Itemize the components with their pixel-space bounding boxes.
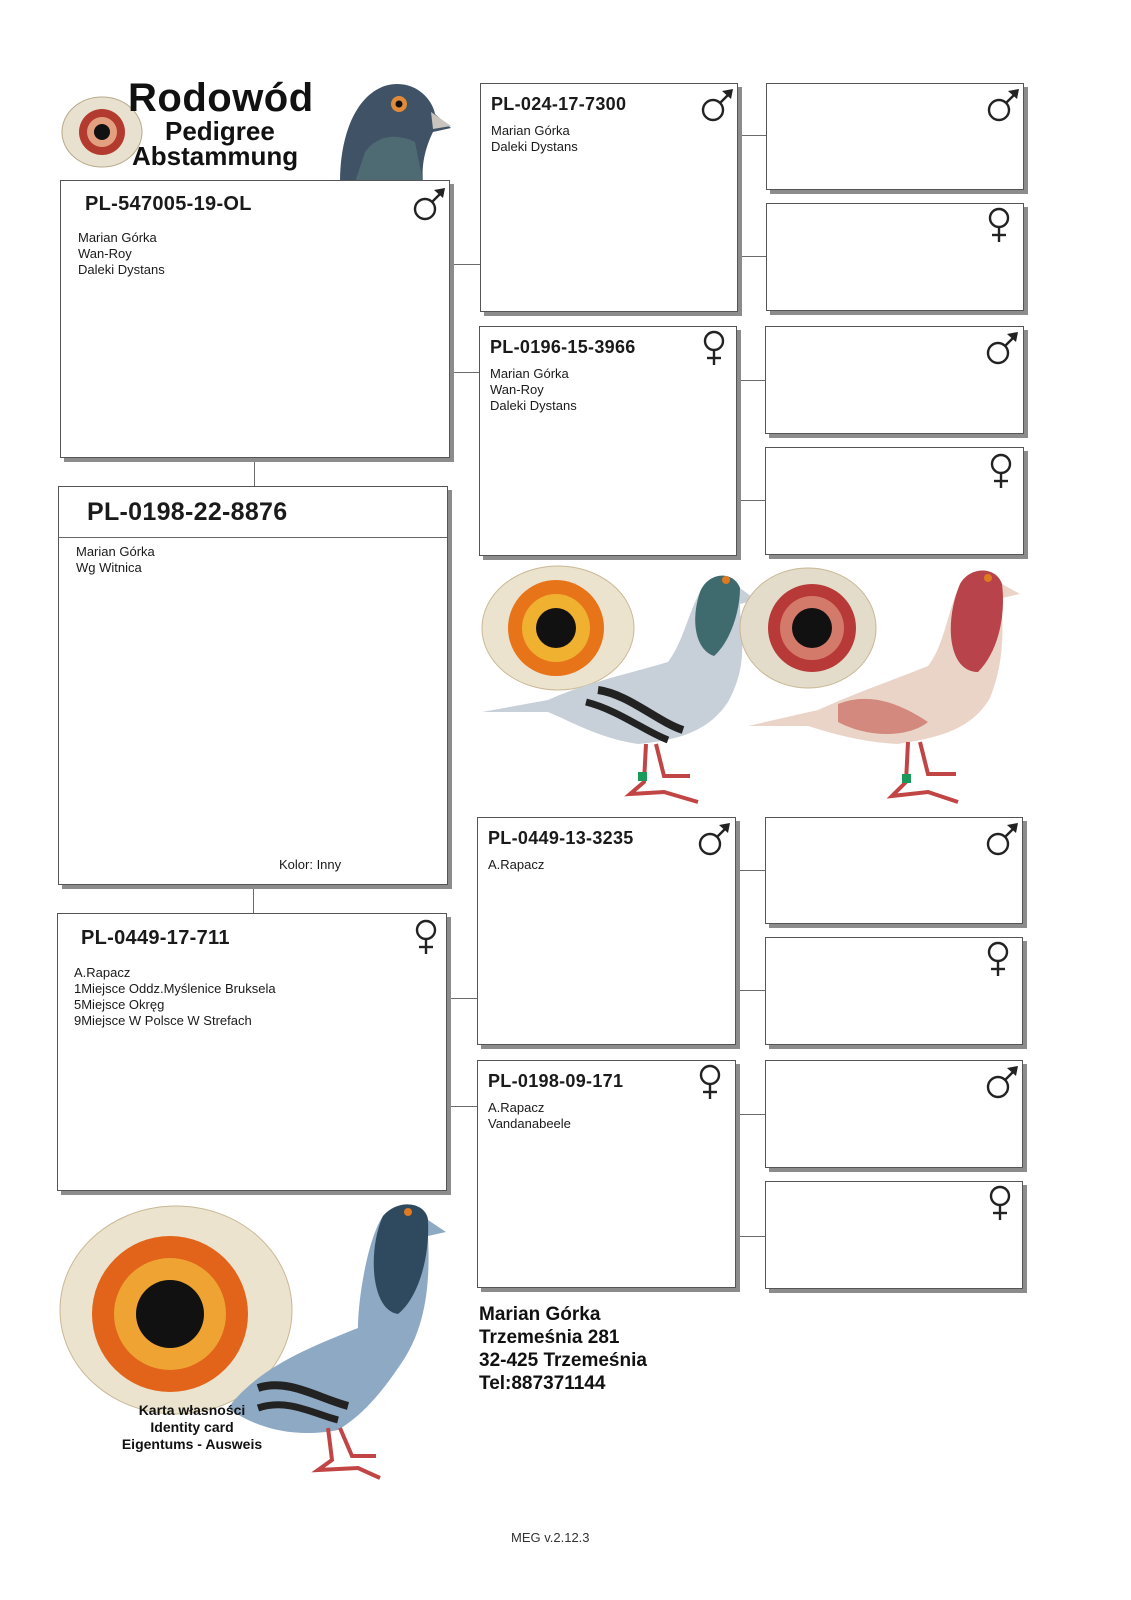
great-grandparent-card xyxy=(765,1181,1023,1289)
owner-name: Marian Górka xyxy=(479,1304,601,1325)
connector-father-main xyxy=(254,460,255,486)
great-grandparent-card xyxy=(766,203,1024,311)
version-footer: MEG v.2.12.3 xyxy=(511,1530,590,1545)
grandparent-info xyxy=(488,857,544,873)
female-icon xyxy=(980,1182,1020,1222)
female-icon xyxy=(406,916,446,956)
connector-fm-ggp3 xyxy=(738,380,765,381)
owner-address xyxy=(479,1303,647,1395)
grandparent-card-ff xyxy=(480,83,738,312)
pigeons-illustration xyxy=(478,562,1026,814)
grandparent-info-line: Marian Górka xyxy=(491,123,570,138)
identity-card-pl: Karta własności xyxy=(138,1402,246,1418)
main-bird-color: Kolor: Inny xyxy=(279,857,342,872)
connector-ff-ggp2 xyxy=(738,256,766,257)
owner-city: 32-425 Trzemeśnia xyxy=(479,1350,647,1371)
connector-mm-ggp7 xyxy=(737,1114,765,1115)
mother-card xyxy=(57,913,447,1191)
grandparent-info xyxy=(490,366,577,414)
great-grandparent-card xyxy=(765,1060,1023,1168)
connector-mm-ggp8 xyxy=(737,1236,765,1237)
connector-mf-ggp6 xyxy=(737,990,765,991)
male-icon xyxy=(697,86,737,126)
male-icon xyxy=(982,820,1022,860)
title-pedigree: Pedigree xyxy=(165,116,275,146)
male-icon xyxy=(982,1063,1022,1103)
mother-info-line: A.Rapacz xyxy=(74,965,131,980)
main-ring-divider xyxy=(59,537,447,538)
grandparent-info-line: Daleki Dystans xyxy=(490,398,577,413)
great-grandparent-card xyxy=(765,447,1024,555)
great-grandparent-card xyxy=(766,83,1024,190)
grandparent-ring-number: PL-0198-09-171 xyxy=(488,1071,624,1091)
grandparent-info-line: Vandanabeele xyxy=(488,1116,571,1131)
title-abstammung: Abstammung xyxy=(132,141,299,171)
father-info-line: Daleki Dystans xyxy=(78,262,165,277)
grandparent-info xyxy=(488,1100,571,1132)
mother-info xyxy=(74,965,276,1029)
father-info-line: Wan-Roy xyxy=(78,246,132,261)
grandparent-info-line: A.Rapacz xyxy=(488,857,545,872)
main-bird-card xyxy=(58,486,448,885)
owner-phone: Tel:887371144 xyxy=(479,1373,606,1394)
title-rodowod: Rodowód xyxy=(128,76,314,120)
connector-mother-mm xyxy=(450,1106,477,1107)
female-icon xyxy=(979,204,1019,244)
grandparent-info xyxy=(491,123,578,155)
mother-ring-number: PL-0449-17-711 xyxy=(81,927,230,949)
connector-father-fm xyxy=(452,372,480,373)
mother-info-line: 5Miejsce Okręg xyxy=(74,997,165,1012)
main-bird-info xyxy=(76,544,155,576)
grandparent-info-line: Daleki Dystans xyxy=(491,139,578,154)
connector-fm-ggp4 xyxy=(738,500,765,501)
connector-mother-mf xyxy=(450,998,477,999)
pigeon-eye-illustration xyxy=(58,1198,448,1498)
connector-main-mother xyxy=(253,885,254,913)
mother-info-line: 9Miejsce W Polsce W Strefach xyxy=(74,1013,252,1028)
great-grandparent-card xyxy=(765,817,1023,924)
identity-card-de: Eigentums - Ausweis xyxy=(121,1436,263,1452)
connector-mf-ggp5 xyxy=(737,870,765,871)
father-info-line: Marian Górka xyxy=(78,230,157,245)
grandparent-ring-number: PL-0449-13-3235 xyxy=(488,828,634,848)
father-info xyxy=(78,230,165,278)
female-icon xyxy=(690,1061,730,1101)
grandparent-card-fm xyxy=(479,326,737,556)
main-bird-info-line: Wg Witnica xyxy=(76,560,142,575)
father-ring-number: PL-547005-19-OL xyxy=(85,193,252,215)
great-grandparent-card xyxy=(765,326,1024,434)
female-icon xyxy=(978,938,1018,978)
male-icon xyxy=(694,820,734,860)
male-icon xyxy=(409,185,449,225)
grandparent-info-line: A.Rapacz xyxy=(488,1100,545,1115)
grandparent-ring-number: PL-0196-15-3966 xyxy=(490,337,636,357)
female-icon xyxy=(694,327,734,367)
identity-card-en: Identity card xyxy=(150,1419,234,1435)
grandparent-ring-number: PL-024-17-7300 xyxy=(491,94,627,114)
connector-ff-ggp1 xyxy=(738,135,766,136)
grandparent-info-line: Marian Górka xyxy=(490,366,569,381)
owner-street: Trzemeśnia 281 xyxy=(479,1327,620,1348)
great-grandparent-card xyxy=(765,937,1023,1045)
identity-card-label xyxy=(104,1402,280,1453)
main-bird-info-line: Marian Górka xyxy=(76,544,155,559)
grandparent-card-mm xyxy=(477,1060,736,1288)
main-ring-number: PL-0198-22-8876 xyxy=(87,498,288,526)
grandparent-info-line: Wan-Roy xyxy=(490,382,544,397)
female-icon xyxy=(981,450,1021,490)
mother-info-line: 1Miejsce Oddz.Myślenice Bruksela xyxy=(74,981,276,996)
connector-father-ff xyxy=(452,264,480,265)
male-icon xyxy=(982,329,1022,369)
male-icon xyxy=(983,86,1023,126)
father-card xyxy=(60,180,450,458)
header-pigeon-head-image xyxy=(335,82,455,182)
grandparent-card-mf xyxy=(477,817,736,1045)
